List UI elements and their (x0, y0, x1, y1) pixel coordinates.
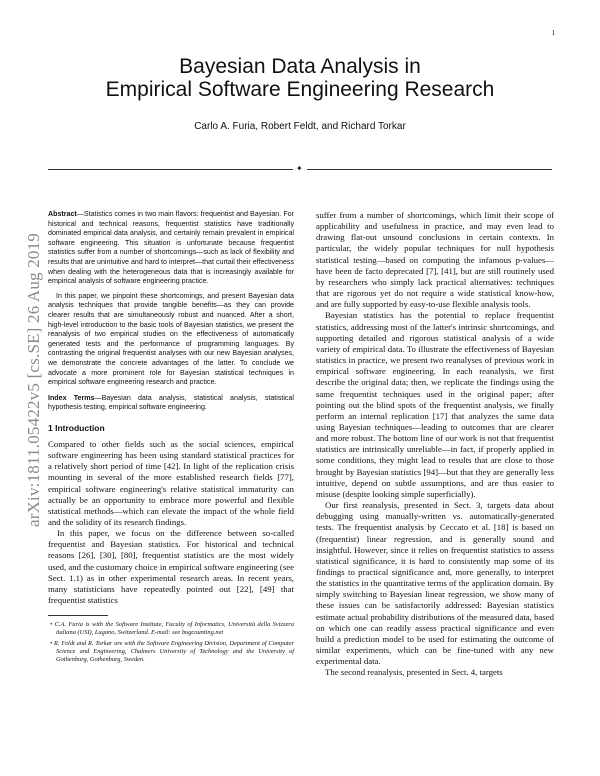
section-heading-introduction: 1 Introduction (48, 422, 105, 433)
right-paragraph-4: The second reanalysis, presented in Sect. 4, targets (325, 667, 503, 678)
abstract-text-1: —Statistics comes in two main flavors: frequentist and Bayesian. For historical and technical reasons, frequentist statistics have traditionally dominated empirical data analysis, and certainly remain prevalent in empirical software engineering. This situation is unfortunate because frequentist statistics suffer from a number of shortcomings—such as lack of flexibility and results that are unintuitive and hard to interpret—that curtail their effectiveness when dealing with the heterogeneous data that is increasingly available for empirical analysis of software engineering practice. (48, 210, 294, 286)
right-paragraph-3: Our first reanalysis, presented in Sect. 3, targets data about debugging using manually-written vs. automatically-generated tests. The frequentist analysis by Ceccato et al. [18] is based on (frequentist) linear regression, and is generally sound and insightful. However, since it relies on frequentist statistics to assess statistical significance, it is hard to consistently map some of its findings to practical significance and, more generally, to interpret the statistics in the quantitative terms of the application domain. By simply switching to Bayesian linear regression, we show many of these issues can be satisfactorily addressed: Bayesian statistics estimate actual probability distributions of the measured data, based on which one can readily assess practical significance and even build a prediction model to be used for estimating the outcome of similar experiments, which can be fine-tuned with any new experimental data. (316, 500, 554, 667)
title-line-2: Empirical Software Engineering Research (105, 78, 495, 101)
arxiv-stamp-container (8, 200, 48, 560)
page-number: 1 (551, 29, 555, 37)
right-paragraph-2: Bayesian statistics has the potential to replace frequentist statistics, addressing most of the latter's intrinsic shortcomings, and supporting detailed and rigorous statistical analysis of a wide variety of empirical data. To illustrate the effectiveness of Bayesian statistics in practice, we present two reanalyses of previous work in empirical software engineering. In each reanalysis, we first describe the original data; then, we replicate the findings using the same frequentist techniques used in the original paper; after pointing out the blind spots of the frequentist analysis, we finally perform an internal replication [17] that analyzes the same data using Bayesian techniques—leading to outcomes that are clearer and more robust. The bottom line of our work is not that frequentist statistics are intrinsically unreliable—in fact, if properly applied in some conditions, they might lead to results that are close to those brought by Bayesian statistics [94]—but that they are generally less intuitive, depend on subtle assumptions, and are thus easier to misuse (despite looking simple superficially). (316, 310, 554, 499)
divider-left (48, 169, 293, 170)
abstract-paragraph-2: In this paper, we pinpoint these shortcomings, and present Bayesian data analysis techniques that provide tangible benefits—as they can provide clearer results that are simultaneously robust and nuanced. After a short, high-level introduction to the basic tools of Bayesian statistics, we present the reanalysis of two empirical studies on the effectiveness of automatically generated tests and the performance of programming languages. By contrasting the original frequentist analyses with our new Bayesian analyses, we demonstrate the concrete advantages of the latter. To conclude we advocate a more prominent role for Bayesian statistical techniques in empirical software engineering research and practice. (48, 291, 294, 387)
intro-paragraph-1: Compared to other fields such as the social sciences, empirical software engineering has been using standard statistical practices for a relatively short period of time [42]. In light of the replication crisis mounting in several of the more established research fields [77], empirical software engineering's relative statistical immaturity can actually be an opportunity to embrace more powerful and flexible statistical methods—which can elevate the impact of the whole field and the solidity of its research findings. (48, 438, 294, 527)
abstract (48, 210, 294, 413)
divider-diamond-icon: ✦ (296, 164, 303, 173)
footnote-1: • C.A. Furia is with the Software Institute, Faculty of Informatics, Università della Svizzera italiana (USI), Lugano, Switzerland. E-mail: see bugcounting.net (50, 621, 294, 637)
footnote-2: • R. Feldt and R. Torkar are with the Software Engineering Division, Department of Computer Science and Engineering, Chalmers University of Technology and the University of Gothenburg, Gothenburg, Sweden. (50, 639, 294, 664)
arxiv-stamp: arXiv:1811.05422v5 [cs.SE] 26 Aug 2019 (24, 232, 43, 528)
intro-paragraph-2: In this paper, we focus on the difference between so-called frequentist and Bayesian statistics. For historical and technical reasons [26], [30], [80], frequentist statistics are the most widely used, and the customary choice in empirical software engineering (see Sect. 1.1) as in other experimental research areas. In recent years, many statisticians have repeatedly pointed out [22], [49] that frequentist statistics (48, 528, 294, 606)
abstract-paragraph-1 (48, 210, 294, 287)
footnote-rule (48, 615, 108, 616)
paper-title (0, 55, 600, 101)
introduction-body (48, 439, 294, 606)
right-paragraph-1: suffer from a number of shortcomings, which limit their scope of applicability and usefulness in practice, and may even lead to drawing flat-out unsound conclusions in certain contexts. In particular, the widely popular techniques for null hypothesis statistical testing—based on computing the infamous p-values—have been de facto deprecated [7], [41], but are still routinely used by researchers who simply lack practical alternatives: techniques that are rigorous yet do not require a wide statistical know-how, and are fully supported by easy-to-use flexible analysis tools. (316, 210, 554, 310)
author-list: Carlo A. Furia, Robert Feldt, and Richard Torkar (194, 121, 406, 132)
index-terms (48, 394, 294, 413)
left-column (48, 210, 294, 666)
index-terms-text: —Bayesian data analysis, statistical analysis, statistical hypothesis testing, empirical software engineering. (48, 393, 295, 412)
abstract-label: Abstract (48, 210, 77, 218)
index-terms-label: Index Terms (48, 393, 95, 402)
divider-right (307, 169, 552, 170)
right-column (316, 210, 554, 679)
right-column-body (316, 210, 554, 679)
title-line-1: Bayesian Data Analysis in (179, 55, 421, 78)
